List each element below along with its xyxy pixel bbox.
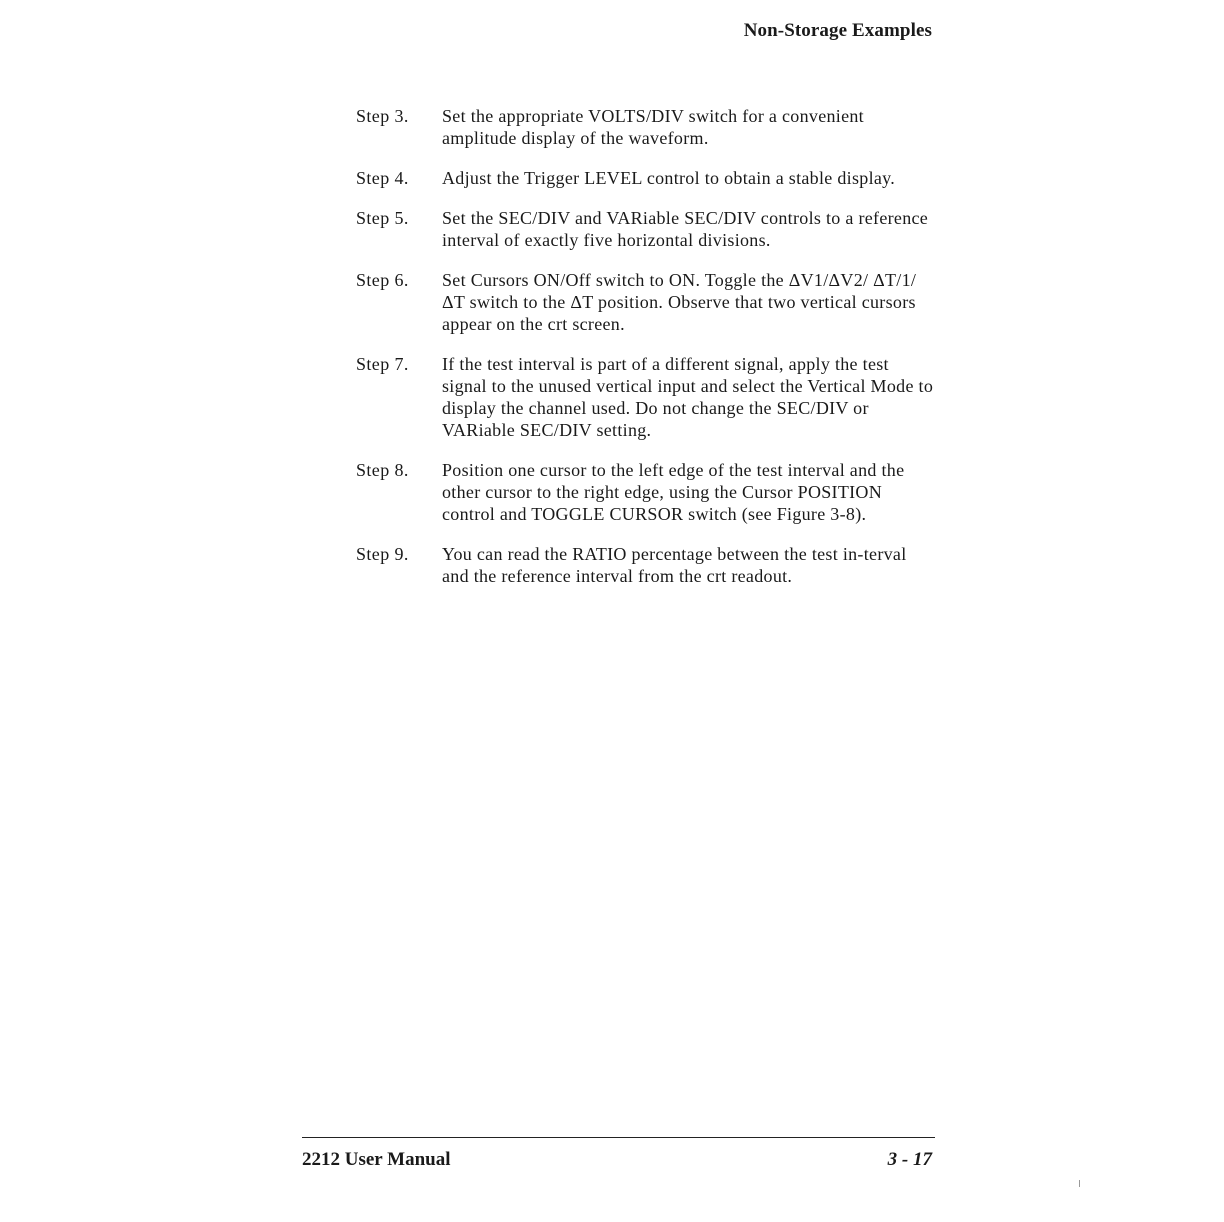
step-text: Adjust the Trigger LEVEL control to obtain a stable display. (442, 168, 896, 188)
step-label: Step 3. (356, 106, 409, 126)
step-item (356, 105, 946, 149)
procedure-steps (356, 105, 946, 605)
step-text: Set the appropriate VOLTS/DIV switch for a convenient amplitude display of the waveform. (442, 106, 864, 148)
running-header: Non-Storage Examples (743, 20, 932, 41)
step-label: Step 9. (356, 544, 409, 564)
step-text: You can read the RATIO percentage between the test in-terval and the reference interval from the crt readout. (442, 544, 907, 586)
footer-divider (302, 1137, 935, 1138)
footer-page-number: 3 - 17 (887, 1149, 932, 1170)
step-label: Step 7. (356, 354, 409, 374)
step-item (356, 543, 946, 587)
step-item (356, 459, 946, 525)
step-text: Set Cursors ON/Off switch to ON. Toggle the ΔV1/ΔV2/ ΔT/1/ΔT switch to the ΔT position. Observe that two vertical cursors appear on the crt screen. (442, 270, 917, 334)
step-item (356, 353, 946, 441)
footer-manual-title: 2212 User Manual (302, 1149, 451, 1170)
step-item (356, 167, 946, 189)
step-label: Step 5. (356, 208, 409, 228)
step-label: Step 6. (356, 270, 409, 290)
step-item (356, 269, 946, 335)
step-text: If the test interval is part of a different signal, apply the test signal to the unused vertical input and select the Vertical Mode to display the channel used. Do not change the SEC/DIV or VARiable SEC/DIV setting. (442, 354, 934, 440)
step-label: Step 4. (356, 168, 409, 188)
step-text: Set the SEC/DIV and VARiable SEC/DIV controls to a reference interval of exactly five horizontal divisions. (442, 208, 929, 250)
step-item (356, 207, 946, 251)
step-label: Step 8. (356, 460, 409, 480)
step-text: Position one cursor to the left edge of the test interval and the other cursor to the right edge, using the Cursor POSITION control and TOGGLE CURSOR switch (see Figure 3-8). (442, 460, 905, 524)
scan-speck (1079, 1180, 1080, 1187)
